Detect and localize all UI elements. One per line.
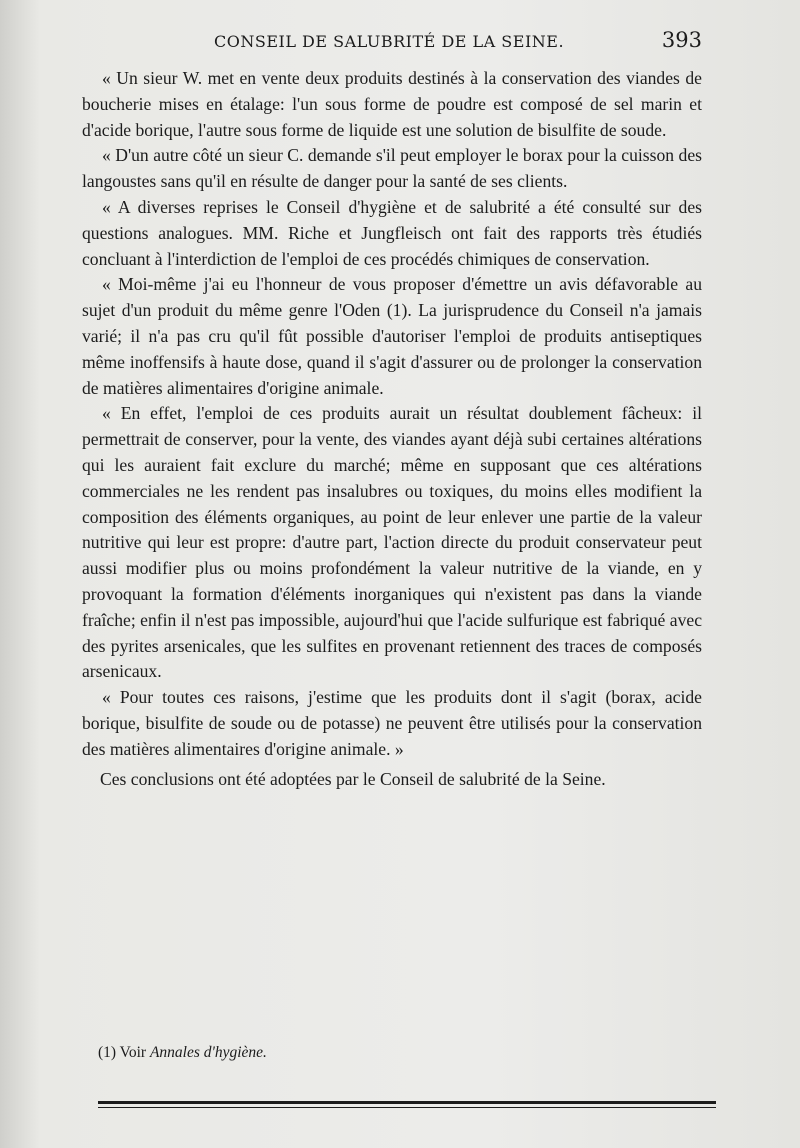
bottom-rule-thick <box>98 1101 716 1104</box>
paragraph: « Un sieur W. met en vente deux produits destinés à la conservation des viandes de boucherie mises en étalage: l'un sous forme de poudre est composé de sel marin et d'acide borique, l'autre sous forme de liquide est une solution de bisulfite de soude. <box>82 68 702 140</box>
body-text <box>82 66 702 792</box>
page-number: 393 <box>661 28 702 52</box>
paragraph: « D'un autre côté un sieur C. demande s'il peut employer le borax pour la cuisson des langoustes sans qu'il en résulte de danger pour la santé de ses clients. <box>82 145 702 192</box>
bottom-rule-thin <box>98 1107 716 1108</box>
footnote-marker: (1) Voir <box>98 1044 147 1061</box>
paragraph: « En effet, l'emploi de ces produits aurait un résultat doublement fâcheux: il permettrait de conserver, pour la vente, des viandes ayant déjà subi certaines altérations qui les auraient fait exclure du marché; même en supposant que ces altérations commerciales ne les rendent pas insalubres ou toxiques, du moins elles modifient la composition des éléments organiques, au point de leur enlever une partie de la valeur nutritive qui leur est propre: d'autre part, l'action directe du produit conservateur peut aussi modifier plus ou moins profondément la valeur nutritive de la viande, en y provoquant la formation d'éléments inorganiques qui n'existent pas dans la viande fraîche; enfin il n'est pas impossible, aujourd'hui que l'acide sulfurique est fabriqué avec des pyrites arsenicales, que les sulfites en provenant retiennent des traces de composés arsenicaux. <box>82 403 702 682</box>
footnote <box>98 1044 267 1062</box>
running-title: CONSEIL DE SALUBRITÉ DE LA SEINE. <box>214 32 565 51</box>
page-header <box>82 28 702 58</box>
conclusion-paragraph: Ces conclusions ont été adoptées par le Conseil de salubrité de la Seine. <box>100 768 606 789</box>
paragraph: « Pour toutes ces raisons, j'estime que les produits dont il s'agit (borax, acide borique, bisulfite de soude ou de potasse) ne peuvent être utilisés pour la conservation des matières alimentaires d'origine animale. » <box>82 687 702 759</box>
footnote-reference: Annales d'hygiène. <box>149 1044 267 1061</box>
paragraph: « Moi-même j'ai eu l'honneur de vous proposer d'émettre un avis défavorable au sujet d'un produit du même genre l'Oden (1). La jurisprudence du Conseil n'a jamais varié; il n'a pas cru qu'il fût possible d'autoriser l'emploi de produits antiseptiques même inoffensifs à haute dose, quand il s'agit d'assurer ou de prolonger la conservation de matières alimentaires d'origine animale. <box>82 274 702 398</box>
paragraph: « A diverses reprises le Conseil d'hygiène et de salubrité a été consulté sur des questions analogues. MM. Riche et Jungfleisch ont fait des rapports très étudiés concluant à l'interdiction de l'emploi de ces procédés chimiques de conservation. <box>82 196 702 269</box>
